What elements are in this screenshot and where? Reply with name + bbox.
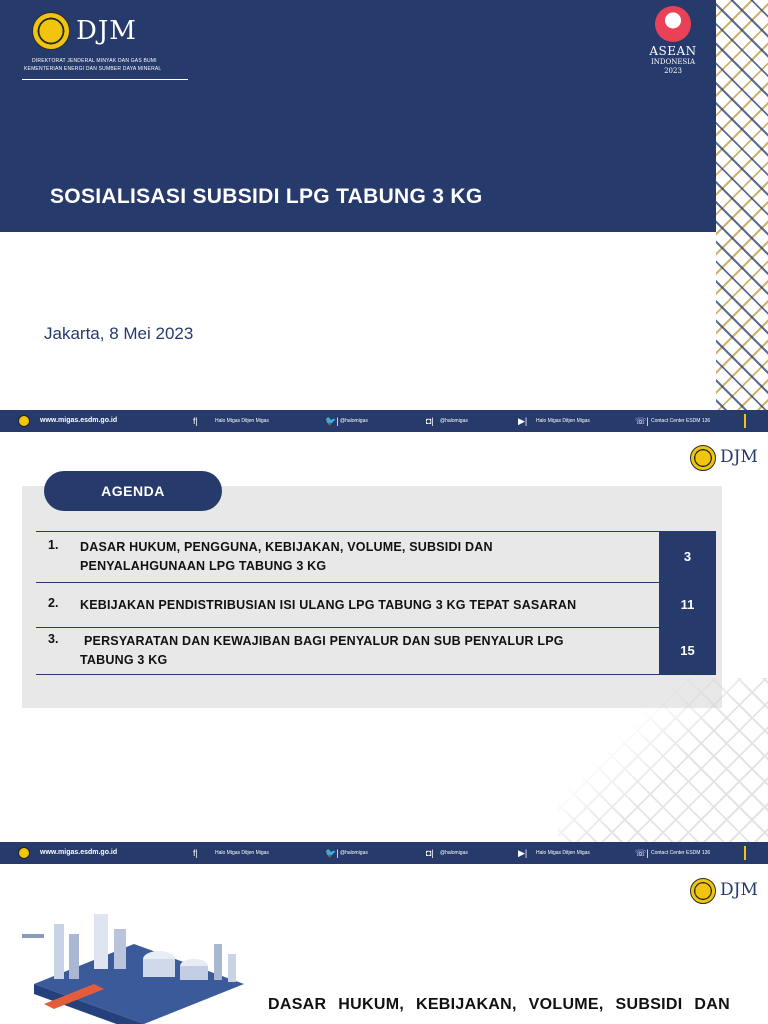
slide-title-line2: TEPAT SASARAN — [50, 245, 230, 268]
agenda-item-text — [80, 538, 493, 576]
agenda-page-number: 11 — [659, 583, 716, 627]
slide-title-line1: SOSIALISASI SUBSIDI LPG TABUNG 3 KG — [50, 185, 483, 208]
footer-instagram[interactable]: @halomigas — [440, 418, 468, 424]
esdm-seal-logo — [690, 445, 716, 471]
agenda-item-3[interactable] — [36, 628, 716, 674]
footer-website[interactable]: www.migas.esdm.go.id — [40, 417, 118, 424]
agenda-page-number: 15 — [659, 628, 716, 674]
footer-seal-icon — [18, 415, 30, 427]
asean-word: ASEAN — [649, 44, 697, 58]
footer-instagram[interactable]: @halomigas — [440, 850, 468, 856]
agenda-item-line2: TABUNG 3 KG — [80, 653, 168, 667]
esdm-seal-logo — [32, 12, 70, 50]
agenda-page-number: 3 — [659, 532, 716, 582]
agenda-item-number: 2. — [48, 596, 59, 610]
footer-facebook[interactable]: Halo Migas Ditjen Migas — [215, 418, 269, 424]
footer-accent — [744, 846, 746, 860]
footer-twitter[interactable]: @halomigas — [340, 418, 368, 424]
footer-youtube[interactable]: Halo Migas Ditjen Migas — [536, 418, 590, 424]
youtube-icon: ▶| — [518, 848, 528, 858]
oil-gas-facility-illustration — [14, 904, 254, 1024]
asean-country: INDONESIA — [650, 58, 696, 66]
agenda-item-line1: DASAR HUKUM, PENGGUNA, KEBIJAKAN, VOLUME, SUBSIDI DAN — [80, 540, 493, 554]
slide-title — [50, 152, 483, 302]
footer-accent — [744, 414, 746, 428]
footer-contact[interactable]: Contact Center ESDM 136 — [651, 418, 711, 424]
footer-bar — [0, 410, 768, 432]
footer-bar — [0, 842, 768, 864]
facebook-icon: f| — [193, 848, 198, 858]
agenda-item-line2: PENYALAHGUNAAN LPG TABUNG 3 KG — [80, 559, 327, 573]
org-divider — [22, 79, 188, 80]
org-name-line1: DIREKTORAT JENDERAL MINYAK DAN GAS BUMI — [32, 58, 157, 64]
footer-website[interactable]: www.migas.esdm.go.id — [40, 849, 118, 856]
agenda-item-1[interactable] — [36, 532, 716, 582]
djm-logo-text: DJM — [720, 447, 758, 467]
batik-decoration — [558, 678, 768, 842]
facebook-icon: f| — [193, 416, 198, 426]
asean-2023-logo — [648, 6, 698, 84]
esdm-seal-logo — [690, 878, 716, 904]
djm-logo-text: DJM — [76, 16, 137, 46]
agenda-item-text — [80, 596, 576, 615]
asean-emblem-icon — [655, 6, 691, 42]
agenda-slide — [0, 432, 768, 842]
agenda-item-text — [80, 632, 564, 670]
footer-twitter[interactable]: @halomigas — [340, 850, 368, 856]
footer-seal-icon — [18, 847, 30, 859]
instagram-icon: ◘| — [426, 416, 434, 426]
agenda-item-number: 1. — [48, 538, 59, 552]
section-number: 1 — [228, 998, 243, 1024]
agenda-heading: AGENDA — [44, 471, 222, 511]
djm-logo-text: DJM — [720, 880, 758, 900]
agenda-item-number: 3. — [48, 632, 59, 646]
footer-youtube[interactable]: Halo Migas Ditjen Migas — [536, 850, 590, 856]
cover-slide — [0, 0, 768, 410]
footer-contact[interactable]: Contact Center ESDM 136 — [651, 850, 711, 856]
agenda-divider — [36, 674, 716, 675]
phone-icon: ☏| — [635, 848, 649, 858]
youtube-icon: ▶| — [518, 416, 528, 426]
section-title: DASAR HUKUM, KEBIJAKAN, VOLUME, SUBSIDI DAN — [268, 996, 730, 1013]
org-name-line2: KEMENTERIAN ENERGI DAN SUMBER DAYA MINERAL — [24, 66, 162, 72]
section-slide — [0, 864, 768, 1024]
footer-facebook[interactable]: Halo Migas Ditjen Migas — [215, 850, 269, 856]
agenda-item-2[interactable] — [36, 583, 716, 627]
twitter-icon: 🐦| — [325, 848, 339, 858]
agenda-item-line1: KEBIJAKAN PENDISTRIBUSIAN ISI ULANG LPG TABUNG 3 KG TEPAT SASARAN — [80, 598, 577, 612]
batik-pattern-strip — [716, 0, 768, 410]
agenda-item-line1: PERSYARATAN DAN KEWAJIBAN BAGI PENYALUR DAN SUB PENYALUR LPG — [84, 634, 564, 648]
twitter-icon: 🐦| — [325, 416, 339, 426]
presentation-date: Jakarta, 8 Mei 2023 — [44, 324, 194, 343]
instagram-icon: ◘| — [426, 848, 434, 858]
phone-icon: ☏| — [635, 416, 649, 426]
asean-year: 2023 — [664, 67, 682, 75]
